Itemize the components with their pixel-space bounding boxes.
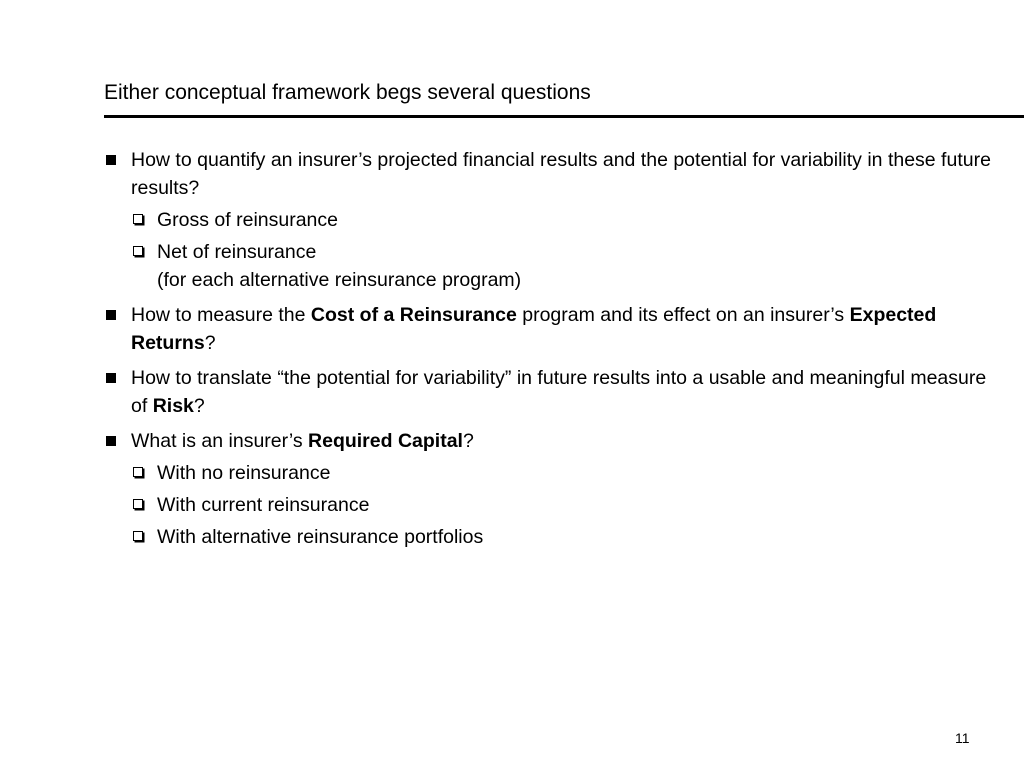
bullet-list bbox=[104, 146, 1004, 551]
bold-term: Expected Returns bbox=[131, 304, 937, 354]
sub-bullet-item bbox=[131, 491, 1004, 519]
slide-title: Either conceptual framework begs several questions bbox=[104, 81, 591, 104]
bullet-text-part: program and its effect on an insurer’s bbox=[516, 304, 850, 326]
bold-term: Risk bbox=[152, 395, 194, 417]
sub-bullet-item bbox=[131, 206, 1004, 234]
sub-bullet-text: Net of reinsurance bbox=[157, 241, 317, 263]
title-divider bbox=[104, 115, 1024, 118]
bullet-text bbox=[131, 301, 1004, 357]
bullet-text bbox=[131, 364, 1004, 420]
sub-bullet-list bbox=[131, 206, 1004, 294]
square-bullet-icon bbox=[106, 155, 116, 165]
bullet-text-part: ? bbox=[204, 332, 216, 354]
bullet-text-part: How to translate “the potential for variability” in future results into a usable and meaningful measure of bbox=[131, 367, 987, 417]
bullet-text bbox=[131, 427, 1004, 455]
bullet-text: How to quantify an insurer’s projected financial results and the potential for variability in these future results? bbox=[131, 149, 991, 199]
square-bullet-icon bbox=[106, 373, 116, 383]
bullet-text-part: How to measure the bbox=[131, 304, 311, 326]
hollow-square-bullet-icon bbox=[133, 214, 143, 224]
bullet-text-part: What is an insurer’s bbox=[131, 430, 309, 452]
sub-bullet-item bbox=[131, 238, 1004, 294]
hollow-square-bullet-icon bbox=[133, 499, 143, 509]
bullet-item-capital bbox=[104, 427, 1004, 551]
hollow-square-bullet-icon bbox=[133, 246, 143, 256]
page-number: 11 bbox=[955, 730, 970, 746]
hollow-square-bullet-icon bbox=[133, 467, 143, 477]
sub-bullet-text: With alternative reinsurance portfolios bbox=[157, 526, 484, 548]
hollow-square-bullet-icon bbox=[133, 531, 143, 541]
bullet-text-part: ? bbox=[193, 395, 205, 417]
bullet-item-risk bbox=[104, 364, 1004, 420]
sub-bullet-text: With current reinsurance bbox=[157, 494, 370, 516]
bold-term: Cost of a Reinsurance bbox=[310, 304, 517, 326]
bullet-text-part: ? bbox=[462, 430, 474, 452]
square-bullet-icon bbox=[106, 310, 116, 320]
sub-bullet-list bbox=[131, 459, 1004, 551]
sub-bullet-text-continued: (for each alternative reinsurance program) bbox=[157, 269, 522, 291]
sub-bullet-item bbox=[131, 523, 1004, 551]
sub-bullet-text: With no reinsurance bbox=[157, 462, 331, 484]
square-bullet-icon bbox=[106, 436, 116, 446]
bullet-item-cost bbox=[104, 301, 1004, 357]
bold-term: Required Capital bbox=[308, 430, 463, 452]
bullet-item-quantify bbox=[104, 146, 1004, 294]
sub-bullet-item bbox=[131, 459, 1004, 487]
sub-bullet-text: Gross of reinsurance bbox=[157, 209, 338, 231]
